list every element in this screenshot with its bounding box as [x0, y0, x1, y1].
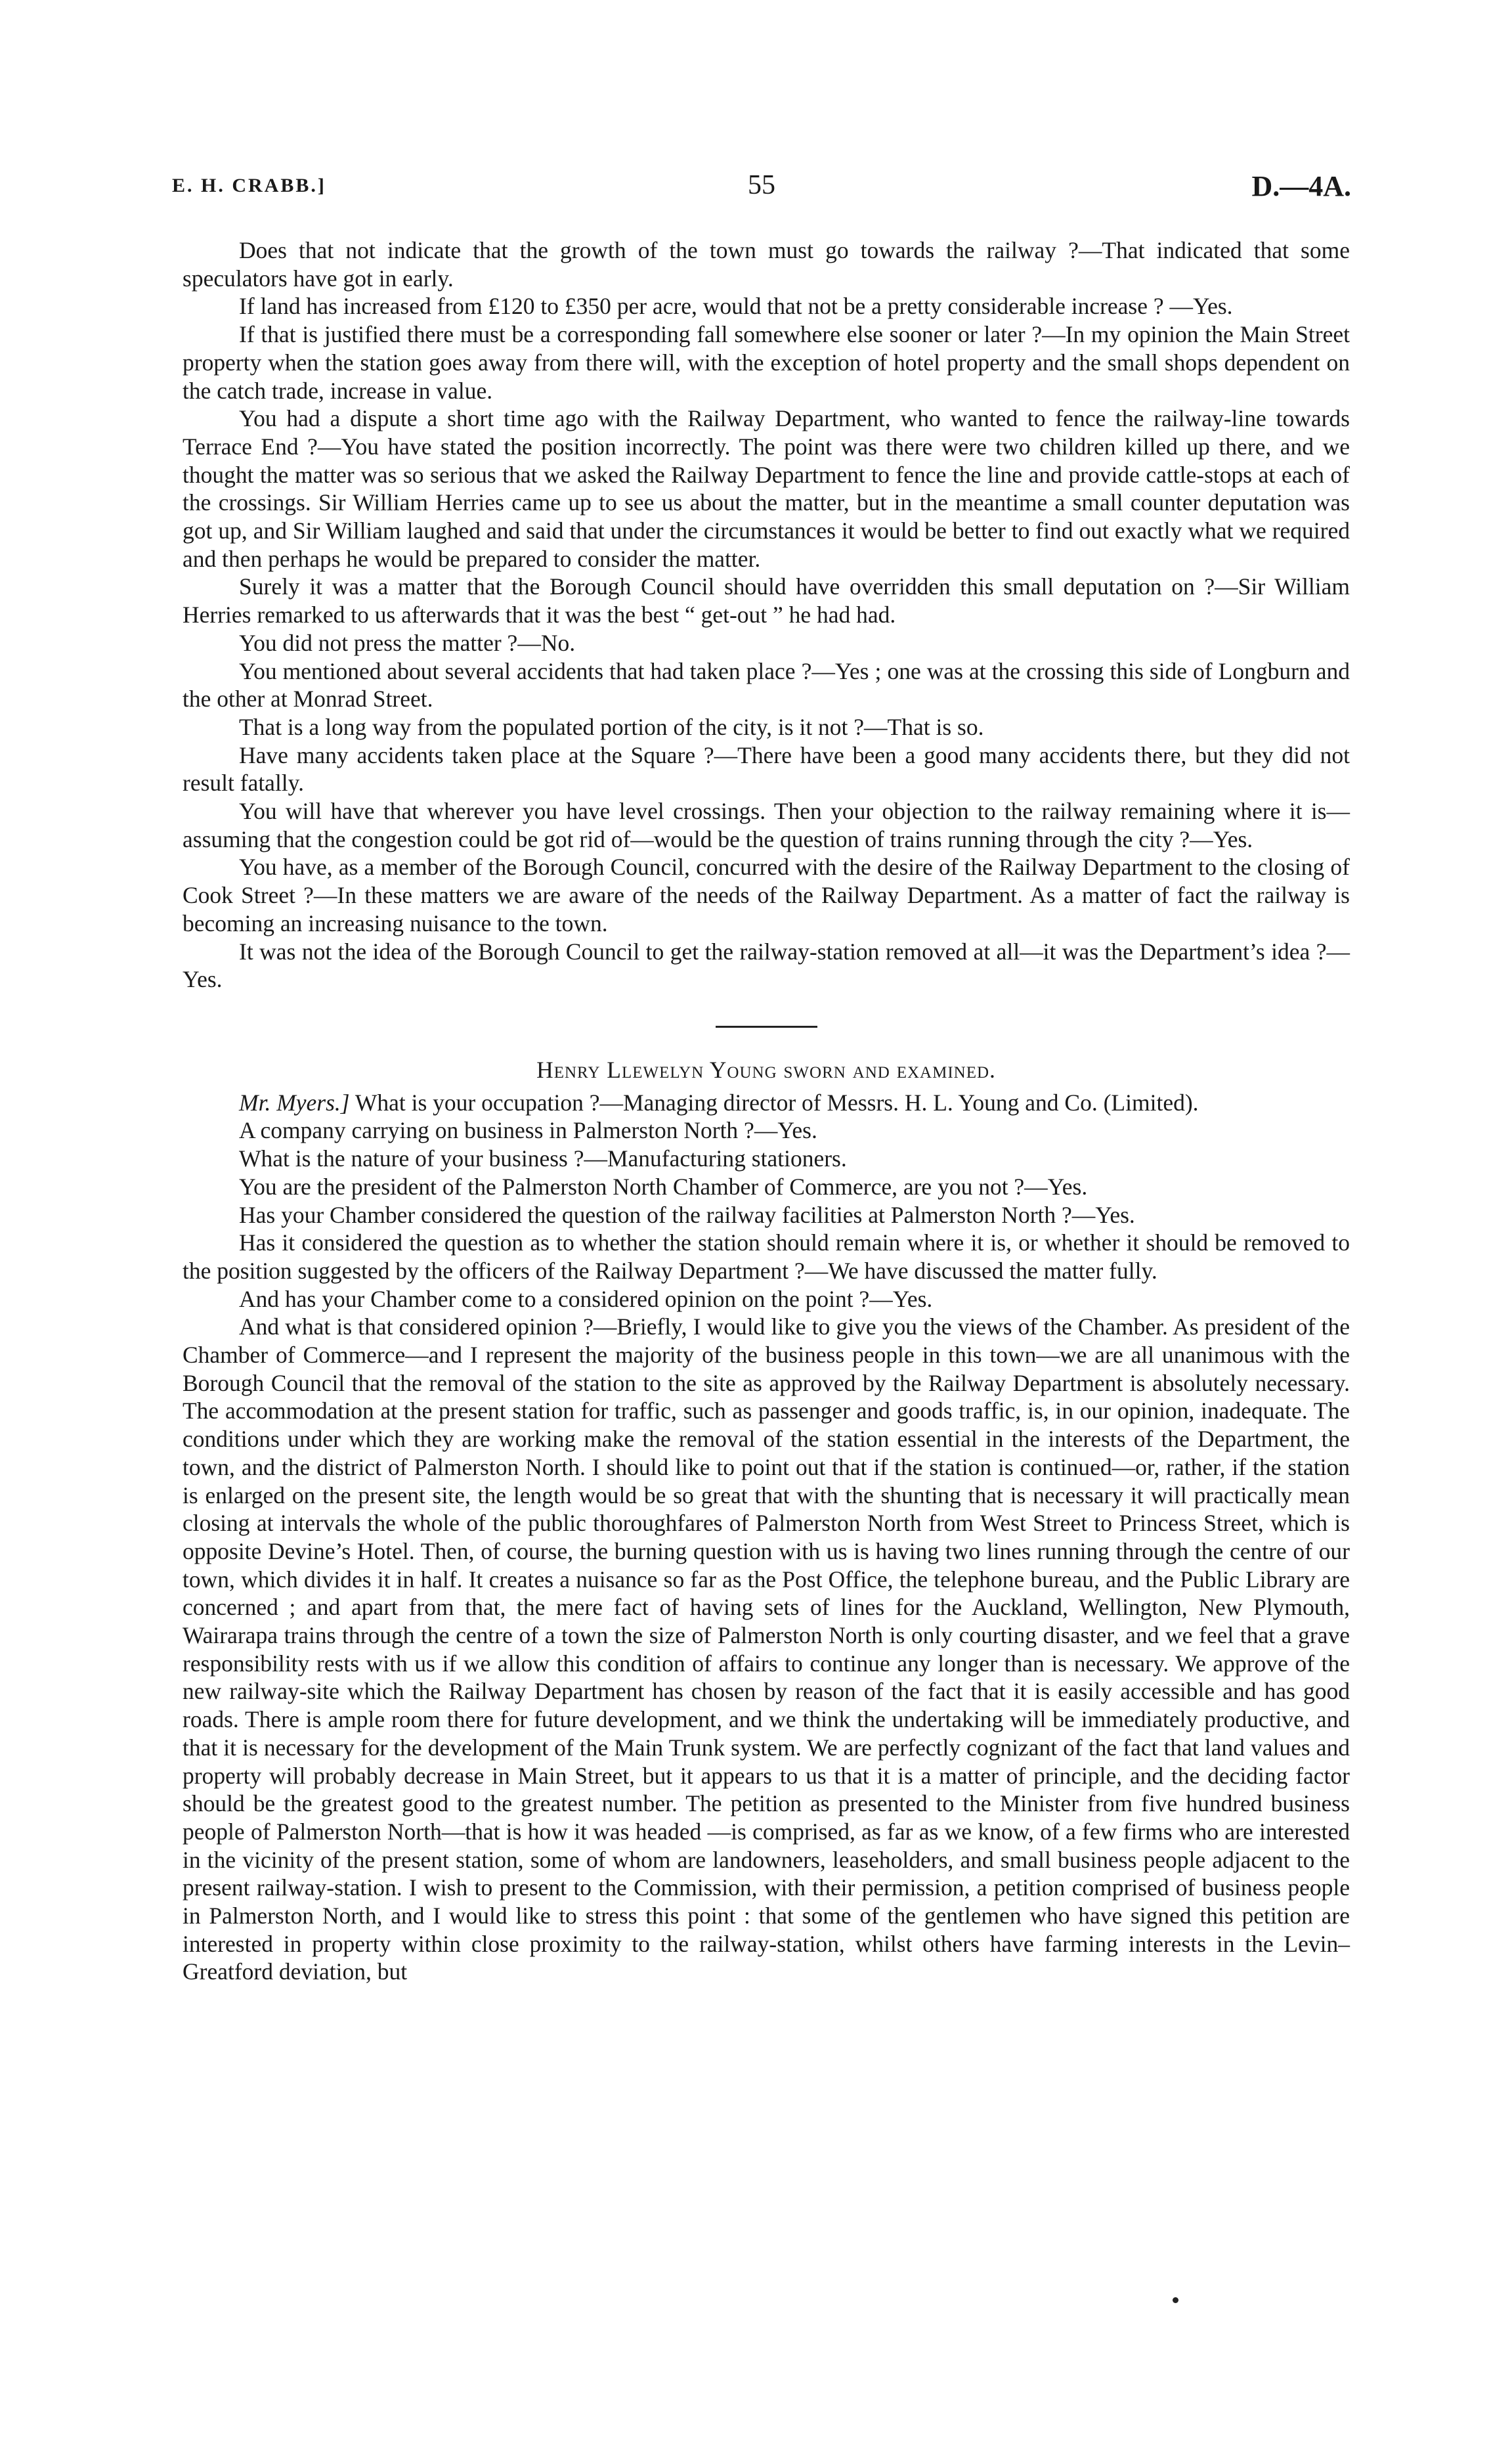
- paragraph: You will have that wherever you have level crossings. Then your objection to the railway remaining where it is—assuming that the congestion could be got rid of—would be the question of trains running through the city ?—Yes.: [183, 798, 1350, 852]
- page-number: 55: [748, 170, 775, 200]
- paragraph: If land has increased from £120 to £350 per acre, would that not be a pretty considerable increase ? —Yes.: [239, 293, 1233, 320]
- document-reference: D.—4A.: [1251, 170, 1351, 202]
- ink-dot: [1173, 2297, 1178, 2303]
- speaker-label: Mr. Myers.]: [239, 1089, 350, 1116]
- paragraph: Has it considered the question as to whether the station should remain where it is, or whether it should be removed to the position suggested by the officers of the Railway Department ?—We have discussed the matter fully.: [183, 1229, 1350, 1284]
- page-header: [172, 169, 1351, 209]
- paragraph: What is the nature of your business ?—Manufacturing stationers.: [239, 1145, 847, 1172]
- page-body: [183, 236, 1350, 1986]
- first-question-paragraph: [183, 1089, 1350, 1117]
- paragraph: A company carrying on business in Palmerston North ?—Yes.: [239, 1117, 817, 1144]
- paragraph: You mentioned about several accidents that had taken place ?—Yes ; one was at the crossing this side of Longburn and the other at Monrad Street.: [183, 657, 1350, 713]
- paragraph: You have, as a member of the Borough Council, concurred with the desire of the Railway Department to the closing of Cook Street ?—In these matters we are aware of the needs of the Railway Department. As a matter of fact the railway is becoming an increasing nuisance to the town.: [183, 854, 1350, 936]
- paragraph: Has your Chamber considered the question of the railway facilities at Palmerston North ?—Yes.: [239, 1201, 1135, 1228]
- witness-heading: Henry Llewelyn Young sworn and examined.: [536, 1056, 996, 1083]
- paragraph: You did not press the matter ?—No.: [239, 629, 576, 656]
- paragraph: It was not the idea of the Borough Council to get the railway-station removed at all—it was the Department’s idea ?—Yes.: [183, 938, 1350, 993]
- paragraph: And has your Chamber come to a considered opinion on the point ?—Yes.: [239, 1285, 933, 1312]
- paragraph: That is a long way from the populated portion of the city, is it not ?—That is so.: [239, 713, 984, 740]
- question-text: What is your occupation ?—Managing director of Messrs. H. L. Young and Co. (Limited).: [349, 1089, 1199, 1116]
- paragraph: If that is justified there must be a corresponding fall somewhere else sooner or later ?—In my opinion the Main Street property when the station goes away from there will, with the exception of hotel property and the small shops dependent on the catch trade, increase in value.: [183, 321, 1350, 404]
- paragraph: Does that not indicate that the growth of the town must go towards the railway ?—That indicated that some speculators have got in early.: [183, 237, 1350, 292]
- paragraph: And what is that considered opinion ?—Briefly, I would like to give you the views of the Chamber. As president of the Chamber of Commerce—and I represent the majority of the business people in this town—we are all unanimous with the Borough Council that the removal of the station to the site as approved by the Railway Department is absolutely necessary. The accommodation at the present station for traffic, such as passenger and goods traffic, is, in our opinion, inadequate. The conditions under which they are working make the removal of the station essential in the interests of the Department, the town, and the district of Palmerston North. I should like to point out that if the station is continued—or, rather, if the station is enlarged on the present site, the length would be so great that with the shunting that is necessary it will practically mean closing at intervals the whole of the public thoroughfares of Palmerston North from West Street to Princess Street, which is opposite Devine’s Hotel. Then, of course, the burning question with us is having two lines running through the centre of our town, which divides it in half. It creates a nuisance so far as the Post Office, the telephone bureau, and the Public Library are concerned ; and apart from that, the mere fact of having sets of lines for the Auckland, Wellington, New Plymouth, Wairarapa trains through the centre of a town the size of Palmerston North is only courting disaster, and we feel that a grave responsibility rests with us if we allow this condition of affairs to continue any longer than is necessary. We approve of the new railway-site which the Railway Department has chosen by reason of the fact that it is easily accessible and has good roads. There is ample room there for future development, and we think the undertaking will be immediately productive, and that it is necessary for the development of the Main Trunk system. We are perfectly cognizant of the fact that land values and property will probably decrease in Main Street, but it appears to us that it is a matter of principle, and the deciding factor should be the greatest good to the greatest number. The petition as presented to the Minister from five hundred business people of Palmerston North—that is how it was headed —is comprised, as far as we know, of a few firms who are interested in the vicinity of the present station, some of whom are landowners, leaseholders, and small business people adjacent to the present railway-station. I wish to present to the Commission, with their permission, a petition comprised of business people in Palmerston North, and I would like to stress this point : that some of the gentlemen who have signed this petition are interested in property within close proximity to the railway-station, whilst others have farming interests in the Levin–Greatford deviation, but: [183, 1313, 1350, 1985]
- witness-name-header: E. H. CRABB.]: [172, 175, 326, 196]
- paragraph: You are the president of the Palmerston North Chamber of Commerce, are you not ?—Yes.: [239, 1173, 1088, 1200]
- paragraph: Surely it was a matter that the Borough Council should have overridden this small deputation on ?—Sir William Herries remarked to us afterwards that it was the best “ get-out ” he had had.: [183, 573, 1350, 628]
- paragraph: Have many accidents taken place at the Square ?—There have been a good many accidents there, but they did not result fatally.: [183, 741, 1350, 797]
- section-divider: [716, 1026, 817, 1028]
- paragraph: You had a dispute a short time ago with the Railway Department, who wanted to fence the railway-line towards Terrace End ?—You have stated the position incorrectly. The point was there were two children killed up there, and we thought the matter was so serious that we asked the Railway Department to fence the line and provide cattle-stops at each of the crossings. Sir William Herries came up to see us about the matter, but in the meantime a small counter deputation was got up, and Sir William laughed and said that under the circumstances it would be better to find out exactly what we required and then perhaps he would be prepared to consider the matter.: [183, 405, 1350, 572]
